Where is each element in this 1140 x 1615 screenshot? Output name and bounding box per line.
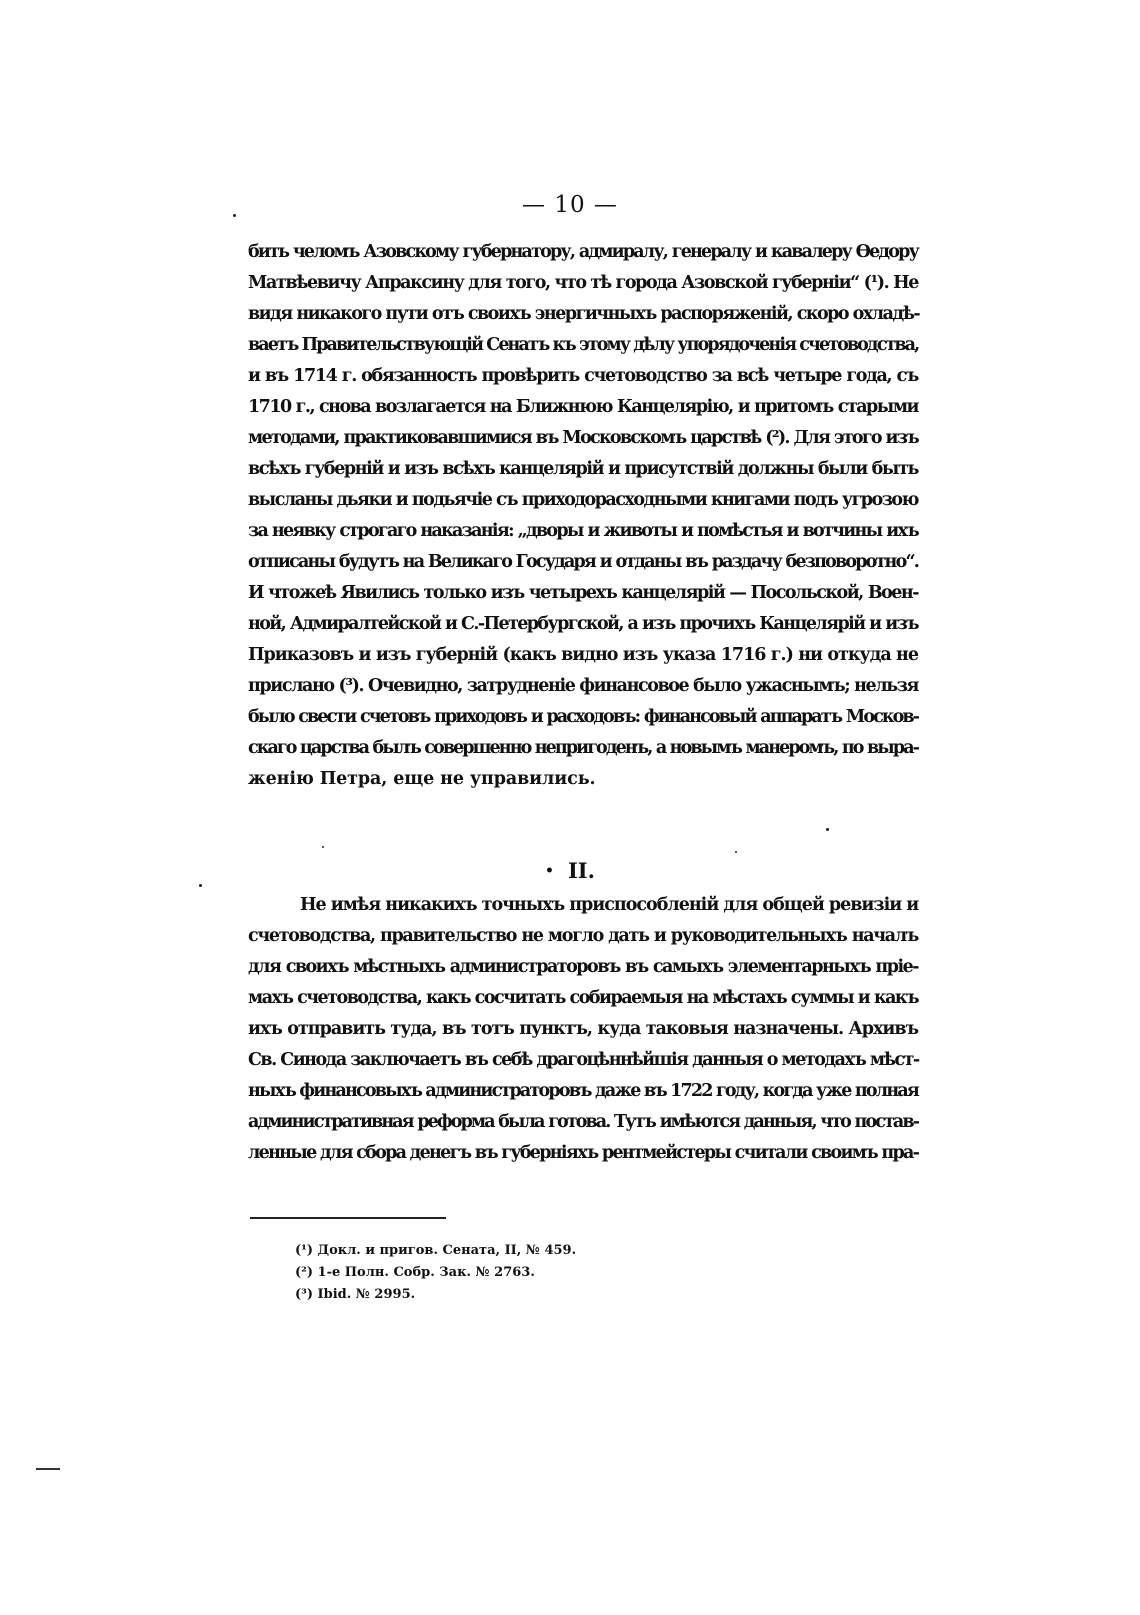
text-line: ваетъ Правительствующій Сенатъ къ этому дѣлу упорядоченія счетоводства, <box>248 335 919 355</box>
text-line: ихъ отправить туда, въ тотъ пунктъ, куда таковыя назначены. Архивъ <box>248 1019 918 1039</box>
footnote-3: (³) Ibid. № 2995. <box>295 1287 416 1302</box>
section-heading-text: II. <box>567 858 595 883</box>
text-line: Не имѣя никакихъ точныхъ приспособленій для общей ревизіи и <box>300 895 919 915</box>
footnote-1: (¹) Докл. и пригов. Сената, II, № 459. <box>295 1243 577 1258</box>
text-line: скаго царства былъ совершенно непригоденъ, а новымъ манеромъ, по выра- <box>248 738 918 758</box>
text-line: Св. Синода заключаетъ въ себѣ драгоцѣннѣйшія данныя о методахъ мѣст- <box>248 1050 919 1070</box>
text-line: 1710 г., снова возлагается на Ближнюю Канцелярію, и притомъ старыми <box>248 397 918 417</box>
main-paragraph <box>248 237 918 795</box>
text-line: бить челомъ Азовскому губернатору, адмиралу, генералу и кавалеру Өедору <box>248 242 918 262</box>
text-line: высланы дьяки и подьячіе съ приходорасходными книгами подъ угрозою <box>248 490 918 510</box>
text-line: методами, практиковавшимися въ Московскомъ царствѣ (²). Для этого изъ <box>248 428 918 448</box>
text-line: ныхъ финансовыхъ администраторовъ даже въ 1722 году, когда уже полная <box>248 1081 918 1101</box>
text-line: ной, Адмиралтейской и С.-Петербургской, а изъ прочихъ Канцелярій и изъ <box>248 614 918 634</box>
scan-speck <box>826 828 829 831</box>
footnotes <box>295 1240 576 1306</box>
scan-edge-mark <box>36 1468 60 1470</box>
scan-speck <box>199 884 202 887</box>
second-paragraph <box>248 890 918 1169</box>
text-line: видя никакого пути отъ своихъ энергичныхъ распоряженій, скоро охладѣ- <box>248 304 920 324</box>
text-line: за неявку строгаго наказанія: „дворы и животы и помѣстья и вотчины ихъ <box>248 521 918 541</box>
text-line: Приказовъ и изъ губерній (какъ видно изъ указа 1716 г.) ни откуда не <box>248 645 918 665</box>
bullet-mark: • <box>545 863 554 879</box>
footnote-divider <box>250 1217 446 1219</box>
text-line: Матвѣевичу Апраксину для того, что тѣ города Азовской губерніи“ (¹). Не <box>248 273 918 293</box>
scan-speck <box>322 846 324 848</box>
text-line: отписаны будутъ на Великаго Государя и отданы въ раздачу безповоротно“. <box>248 552 918 572</box>
text-line: счетоводства, правительство не могло дать и руководительныхъ началъ <box>248 926 918 946</box>
text-line: женію Петра, еще не управились. <box>248 769 596 789</box>
text-line: махъ счетоводства, какъ сосчитать собираемыя на мѣстахъ суммы и какъ <box>248 988 918 1008</box>
page-number: — 10 — <box>522 192 618 218</box>
section-heading <box>0 858 1140 883</box>
scan-speck <box>233 214 236 217</box>
text-line: всѣхъ губерній и изъ всѣхъ канцелярій и присутствій должны были быть <box>248 459 918 479</box>
scan-speck <box>735 851 737 853</box>
text-line: прислано (³). Очевидно, затрудненіе финансовое было ужаснымъ; нельзя <box>248 676 918 696</box>
text-line: для своихъ мѣстныхъ администраторовъ въ самыхъ элементарныхъ пріе- <box>248 957 918 977</box>
footnote-2: (²) 1-е Полн. Собр. Зак. № 2763. <box>295 1265 535 1280</box>
text-line: И чтожеѣ Явились только изъ четырехъ канцелярій — Посольской, Воен- <box>248 583 918 603</box>
text-line: административная реформа была готова. Тутъ имѣются данныя, что постав- <box>248 1112 918 1132</box>
text-line: и въ 1714 г. обязанность провѣрить счетоводство за всѣ четыре года, съ <box>248 366 918 386</box>
text-line: ленные для сбора денегъ въ губерніяхъ рентмейстеры считали своимъ пра- <box>248 1143 919 1163</box>
text-line: было свести счетовъ приходовъ и расходовъ: финансовый аппаратъ Москов- <box>248 707 918 727</box>
